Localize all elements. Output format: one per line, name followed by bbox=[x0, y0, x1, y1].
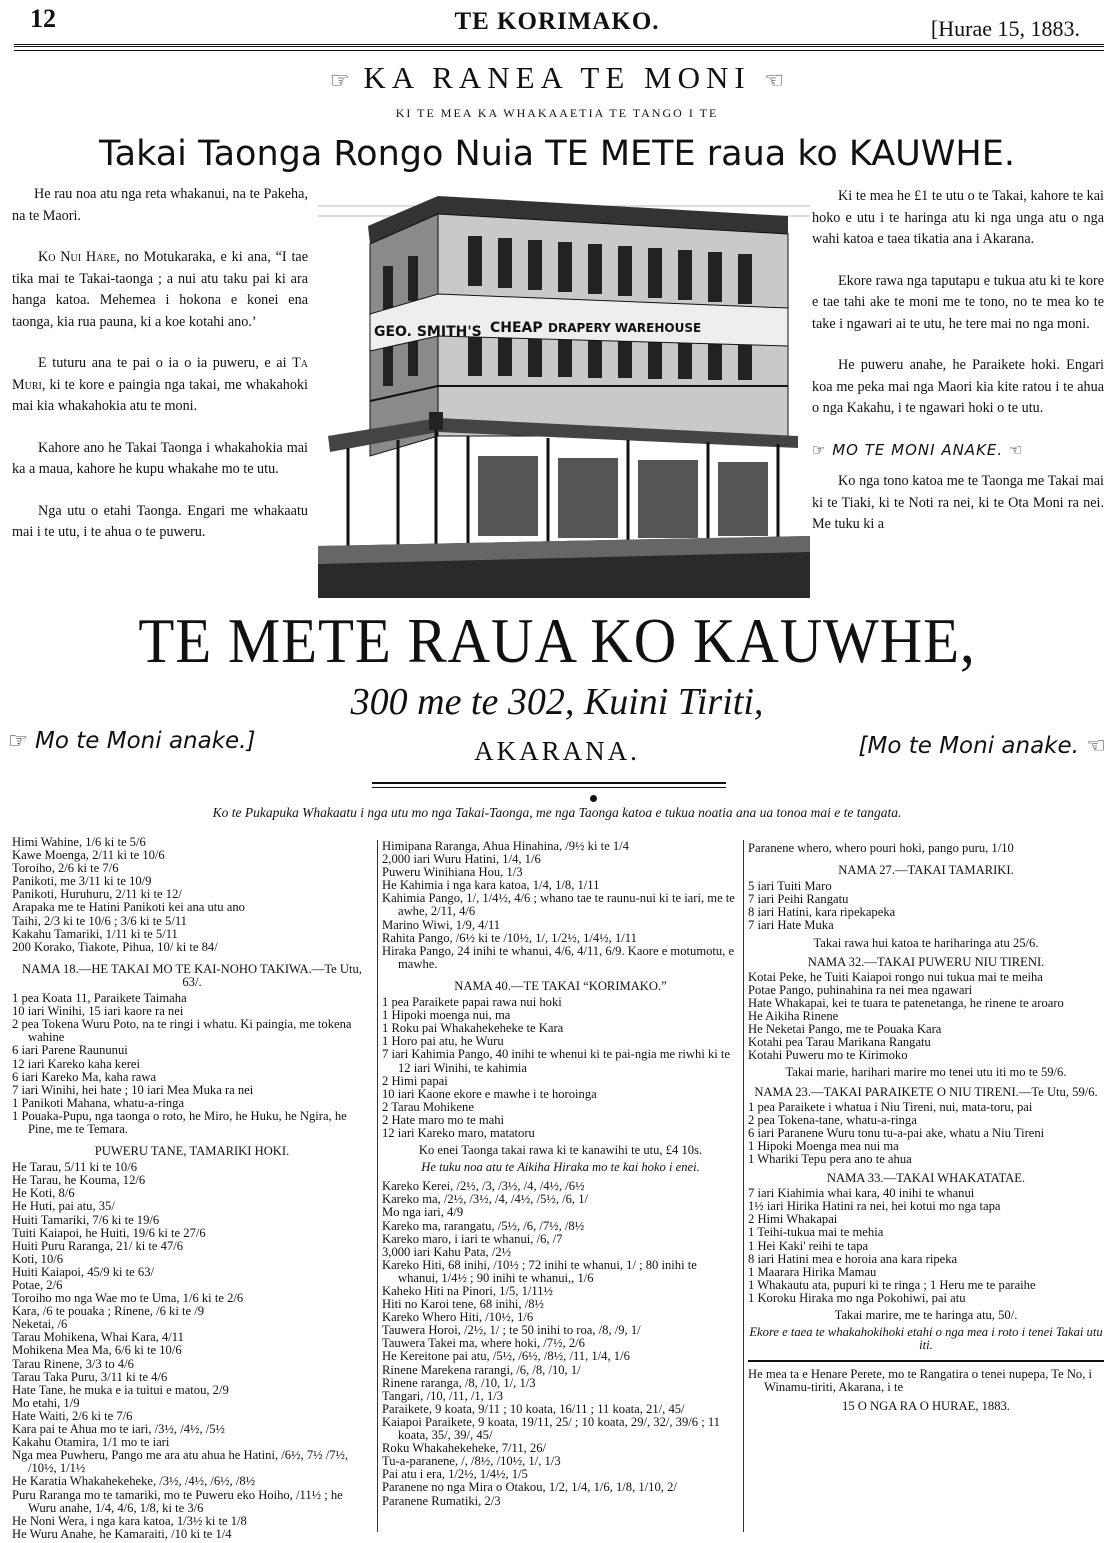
sign-geo-smiths: GEO. SMITH'S bbox=[374, 324, 482, 340]
pointing-hand-right-icon: ☞ bbox=[812, 440, 827, 459]
right-paragraph-2: Ekore rawa nga taputapu e tukua atu ki te kore e tae tahi ake te moni me te tono, no te mea ko te take i ngawari ai te utu, he tere mai no nga moni. bbox=[812, 272, 1104, 332]
cash-only-right bbox=[859, 733, 1106, 759]
sign-cheap: CHEAP bbox=[490, 320, 543, 336]
note-nama-32: Takai marie, harihari marire mo tenei utu iti mo te 59/6. bbox=[785, 1065, 1067, 1080]
list-item: Kahimia Pango, 1/, 1/4½, 4/6 ; whano tae te raunu-nui ki te iari, me te awhe, 2/11, 4/6 bbox=[382, 891, 735, 919]
list-item: Paranene whero, whero pouri hoki, pango puru, 1/10 bbox=[748, 841, 1014, 855]
list-item: Tangari, /10, /11, /1, 1/3 bbox=[382, 1388, 504, 1403]
price-list-column-1 bbox=[12, 836, 372, 1541]
list-item: Kareko maro, i iari te whanui, /6, /7 bbox=[382, 1231, 563, 1246]
list-item: He Kereitone pai atu, /5½, /6½, /8½, /11, 1/4, 1/6 bbox=[382, 1349, 630, 1364]
list-item: 3,000 iari Kahu Pata, /2½ bbox=[382, 1244, 512, 1259]
note-nama-33-b: Ekore e taea te whakahokihoki etahi o nga mea i roto i tenei Takai utu iti. bbox=[749, 1325, 1103, 1353]
store-address: 300 me te 302, Kuini Tiriti, bbox=[350, 681, 764, 723]
list-item: Roku Whakahekeheke, 7/11, 26/ bbox=[382, 1441, 547, 1456]
list-item: Kareko Hiti, 68 inihi, /10½ ; 72 inihi te whanui, 1/ ; 80 inihi te whanui, 1/4½ ; 90 inihi te whanui,, 1/6 bbox=[382, 1257, 697, 1285]
list-item: Hate Waiti, 2/6 ki te 7/6 bbox=[12, 1408, 133, 1423]
pointing-hand-left-icon: ☜ bbox=[1086, 734, 1106, 759]
list-item: He Tarau, he Kouma, 12/6 bbox=[12, 1173, 146, 1188]
list-item: 1 Pouaka-Pupu, nga taonga o roto, he Miro, he Huku, he Ngira, he Pine, me te Temara. bbox=[12, 1108, 347, 1136]
list-item: 1 Whariki Tepu pera ano te ahua bbox=[748, 1151, 912, 1166]
list-item: 1 Hipoki Moenga mea nui ma bbox=[748, 1138, 899, 1153]
list-item: Tarau Taka Puru, 3/11 ki te 4/6 bbox=[12, 1369, 168, 1384]
list-item: 1 Hei Kaki' reihi te tapa bbox=[748, 1238, 869, 1253]
list-item: Potae Pango, puhinahina ra nei mea ngawari bbox=[748, 982, 973, 997]
pointing-hand-left-icon: ☜ bbox=[764, 68, 785, 94]
list-item: Hiraka Pango, 24 inihi te whanui, 4/6, 4/11, 6/9. Kaore e motumotu, e mawhe. bbox=[382, 943, 735, 971]
list-item: Panikoti, me 3/11 ki te 10/9 bbox=[12, 874, 152, 889]
list-item: Marino Wiwi, 1/9, 4/11 bbox=[382, 917, 501, 932]
list-item: 1 pea Paraikete i whatua i Niu Tireni, nui, mata-toru, pai bbox=[748, 1099, 1033, 1114]
list-item: Puweru Winihiana Hou, 1/3 bbox=[382, 865, 523, 880]
list-item: Kotai Peke, he Tuiti Kaiapoi rongo nui tukua mai te meiha bbox=[748, 969, 1043, 984]
list-item: Paraikete, 9 koata, 9/11 ; 10 koata, 16/11 ; 11 koata, 21/, 45/ bbox=[382, 1401, 685, 1416]
price-list-column-3 bbox=[748, 842, 1104, 1418]
list-item: He Neketai Pango, me te Pouaka Kara bbox=[748, 1022, 942, 1037]
issue-date: [Hurae 15, 1883. bbox=[930, 16, 1080, 41]
list-item: 1 pea Koata 11, Paraikete Taimaha bbox=[12, 991, 187, 1006]
list-item: 5 iari Tuiti Maro bbox=[748, 879, 832, 894]
list-item: Tauwera Takei ma, where hoki, /7½, 2/6 bbox=[382, 1336, 585, 1351]
list-item: Koti, 10/6 bbox=[12, 1251, 64, 1266]
pointing-hand-right-icon: ☞ bbox=[329, 68, 350, 94]
right-paragraph-4: Ko nga tono katoa me te Taonga me Takai mai ki te Tiaki, ki te Noti ra nei, ki te Ota Moni ra nei. Me tuku ki a bbox=[812, 473, 1104, 532]
notice-cash-only bbox=[812, 440, 1104, 462]
newspaper-title: TE KORIMAKO. bbox=[454, 8, 660, 35]
cash-only-right-text: [Mo te Moni anake. bbox=[858, 733, 1079, 759]
list-item: Kakahu Tamariki, 1/11 ki te 5/11 bbox=[12, 926, 178, 941]
store-illustration bbox=[318, 186, 810, 598]
list-item: 8 iari Hatini mea e horoia ana kara ripeka bbox=[748, 1251, 958, 1266]
section-nama-33: NAMA 33.—TAKAI WHAKATATAE. bbox=[826, 1171, 1026, 1186]
list-item: Arapaka me te Hatini Panikoti kei ana utu ano bbox=[12, 900, 245, 915]
left-paragraph-3b: , ki te kore e paingia nga takai, me whakahoki mai kia whakahokia atu te moni. bbox=[12, 376, 308, 414]
list-item: He Tarau, 5/11 ki te 10/6 bbox=[12, 1160, 138, 1175]
list-item: Toroiho mo nga Wae mo te Uma, 1/6 ki te 2/6 bbox=[12, 1291, 244, 1306]
list-item: 2 Himi papai bbox=[382, 1073, 448, 1088]
list-item: 2 pea Tokena Wuru Poto, na te ringi i whatu. Ki paingia, me tokena wahine bbox=[12, 1017, 352, 1045]
list-item: Panikoti, Huruhuru, 2/11 ki te 12/ bbox=[12, 887, 182, 902]
left-paragraph-2 bbox=[12, 247, 308, 333]
divider-rule-thin bbox=[372, 787, 726, 788]
note-nama-33: Takai marire, me te haringa atu, 50/. bbox=[834, 1308, 1018, 1322]
list-item: He Wuru Anahe, he Kamaraiti, /10 ki te 1/4 bbox=[12, 1526, 232, 1541]
list-item: 2 Tarau Mohikene bbox=[382, 1099, 474, 1114]
list-item: 1 Maarara Hirika Mamau bbox=[748, 1264, 877, 1279]
list-item: Hiti no Karoi tene, 68 inihi, /8½ bbox=[382, 1297, 544, 1312]
list-item: Mo nga iari, 4/9 bbox=[382, 1205, 464, 1220]
list-item: Rahita Pango, /6½ ki te /10½, 1/, 1/2½, 1/4½, 1/11 bbox=[382, 930, 637, 945]
list-item: 1 Horo pai atu, he Wuru bbox=[382, 1034, 504, 1049]
list-item: He Huti, pai atu, 35/ bbox=[12, 1199, 115, 1214]
section-nama-40: NAMA 40.—TE TAKAI “KORIMAKO.” bbox=[454, 978, 667, 993]
left-paragraph-5: Nga utu o etahi Taonga. Engari me whakaatu mai i te utu, i te ahua o te puweru. bbox=[12, 502, 308, 540]
page-number: 12 bbox=[30, 4, 56, 33]
list-item: Kaheko Hiti na Pinori, 1/5, 1/11½ bbox=[382, 1284, 553, 1298]
list-item: 12 iari Kareko kaha kerei bbox=[12, 1056, 140, 1071]
list-item: Huiti Puru Raranga, 21/ ki te 47/6 bbox=[12, 1238, 184, 1253]
list-item: Kareko Kerei, /2½, /3, /3½, /4, /4½, /6½ bbox=[382, 1179, 585, 1194]
left-column bbox=[12, 184, 308, 564]
list-item: 1 Whakautu ata, pupuri ki te ringa ; 1 Heru me te paraihe bbox=[748, 1277, 1036, 1292]
list-item: 7 iari Kahimia Pango, 40 inihi te whenui ki te pai-ngia me riwhi ki te 12 iari Winihi, te kahimia bbox=[382, 1047, 731, 1075]
list-item: Tu-a-paranene, /, /8½, /10½, 1/, 1/3 bbox=[382, 1454, 561, 1469]
column-rule bbox=[377, 840, 378, 1532]
list-item: Tauwera Horoi, /2½, 1/ ; te 50 inihi to roa, /8, /9, 1/ bbox=[382, 1323, 641, 1338]
list-item: Tuiti Kaiapoi, he Huiti, 19/6 ki te 27/6 bbox=[12, 1225, 206, 1240]
list-item: 6 iari Kareko Ma, kaha rawa bbox=[12, 1069, 157, 1084]
list-item: 1 Panikoti Mahana, whatu-a-ringa bbox=[12, 1095, 185, 1110]
list-item: Kotahi pea Tarau Marikana Rangatu bbox=[748, 1035, 931, 1050]
list-item: Kotahi Puweru mo te Kirimoko bbox=[748, 1048, 908, 1063]
list-item: Paranene Rumatiki, 2/3 bbox=[382, 1493, 501, 1508]
pointing-hand-right-icon: ☞ bbox=[8, 729, 28, 754]
list-item: 2 Hate maro mo te mahi bbox=[382, 1112, 505, 1127]
list-item: 12 iari Kareko maro, matatoru bbox=[382, 1125, 535, 1140]
list-item: He Kahimia i nga kara katoa, 1/4, 1/8, 1/11 bbox=[382, 878, 600, 893]
left-paragraph-4: Kahore ano he Takai Taonga i whakahokia mai ka a maua, kahore he kupu whakahe mo te utu. bbox=[12, 439, 308, 477]
name-nui-hare: Ko Nui Hare bbox=[38, 249, 117, 265]
list-item: Puru Raranga mo te tamariki, mo te Puweru eko Hoiho, /11½ ; he Wuru anahe, 1/4, 4/6, 1/8, ki te 3/6 bbox=[12, 1487, 343, 1515]
right-paragraph-1: Ki te mea he £1 te utu o te Takai, kahore te kai hoko e utu i te haringa atu ki nga unga atu o nga wahi katoa e taea tikatia ana i Akarana. bbox=[812, 188, 1104, 247]
list-item: Kara pai te Ahua mo te iari, /3½, /4½, /5½ bbox=[12, 1422, 225, 1437]
list-item: 1 Roku pai Whakahekeheke te Kara bbox=[382, 1021, 564, 1036]
list-item: 7 iari Hate Muka bbox=[748, 918, 834, 933]
list-item: Mo etahi, 1/9 bbox=[12, 1395, 80, 1410]
store-name: TE METE RAUA KO KAUWHE, bbox=[138, 605, 976, 676]
list-item: Huiti Kaiapoi, 45/9 ki te 63/ bbox=[12, 1264, 155, 1279]
list-item: Potae, 2/6 bbox=[12, 1278, 63, 1292]
column-rule bbox=[743, 840, 744, 1532]
list-item: 7 iari Kiahimia whai kara, 40 inihi te whanui bbox=[748, 1186, 975, 1201]
divider-rule bbox=[372, 782, 726, 784]
list-item: Tarau Rinene, 3/3 to 4/6 bbox=[12, 1356, 134, 1371]
note-takai-price: Ko enei Taonga takai rawa ki te kanawihi te utu, £4 10s. bbox=[418, 1143, 703, 1158]
headline: Takai Taonga Rongo Nuia TE METE raua ko KAUWHE. bbox=[99, 134, 1015, 174]
list-item: Kaiapoi Paraikete, 9 koata, 19/11, 25/ ; 10 koata, 29/, 32/, 39/6 ; 11 koata, 35/, 39/, 45/ bbox=[382, 1414, 720, 1443]
list-item: Toroiho, 2/6 ki te 7/6 bbox=[12, 861, 119, 876]
note-aikiha-hiraka: He tuku noa atu te Aikiha Hiraka mo te kai hoko i enei. bbox=[421, 1160, 700, 1175]
note-nama-27: Takai rawa hui katoa te hariharinga atu 25/6. bbox=[813, 935, 1039, 950]
list-item: Hate Tane, he muka e ia tuitui e matou, 2/9 bbox=[12, 1382, 229, 1397]
name-ta-muri: Ta Muri bbox=[12, 355, 308, 393]
list-item: Taihi, 2/3 ki te 10/6 ; 3/6 ki te 5/11 bbox=[12, 913, 187, 928]
list-item: He Koti, 8/6 bbox=[12, 1186, 75, 1201]
section-nama-18: NAMA 18.—HE TAKAI MO TE KAI-NOHO TAKIWA.—Te Utu, 63/. bbox=[22, 961, 362, 989]
imprint-date: 15 O NGA RA O HURAE, 1883. bbox=[842, 1399, 1010, 1414]
banner bbox=[0, 60, 1114, 96]
list-item: Kareko ma, rarangatu, /5½, /6, /7½, /8½ bbox=[382, 1218, 585, 1233]
list-item: Rinene Marekena rarangi, /6, /8, /10, 1/ bbox=[382, 1362, 581, 1377]
left-paragraph-3a: E tuturu ana te pai o ia o ia puweru, e ai bbox=[38, 355, 293, 371]
subheading: KI TE MEA KA WHAKAAETIA TE TANGO I TE bbox=[395, 106, 719, 120]
list-item: Kareko ma, /2½, /3½, /4, /4½, /5½, /6, 1/ bbox=[382, 1192, 589, 1207]
list-item: 10 iari Kaone ekore e mawhe i te horoinga bbox=[382, 1086, 597, 1101]
right-paragraph-3: He puweru anahe, he Paraikete hoki. Engari koa me peka mai nga Maori kia kite ratou i te ahua o nga Kakahu, i te ngawari hoki o te utu. bbox=[812, 357, 1104, 416]
list-item: 6 iari Paranene Wuru tonu tu-a-pai ake, whatu a Niu Tireni bbox=[748, 1125, 1045, 1140]
price-list-column-2 bbox=[382, 840, 739, 1508]
list-item: Hate Whakapai, kei te tuara te patenetanga, he rinene te aroaro bbox=[748, 995, 1064, 1010]
list-item: Kawe Moenga, 2/11 ki te 10/6 bbox=[12, 848, 165, 863]
cash-only-left-text: Mo te Moni anake.] bbox=[35, 728, 256, 754]
list-item: 2,000 iari Wuru Hatini, 1/4, 1/6 bbox=[382, 852, 541, 867]
list-item: Himipana Raranga, Ahua Hinahina, /9½ ki te 1/4 bbox=[382, 839, 629, 853]
list-item: Neketai, /6 bbox=[12, 1317, 68, 1332]
list-item: Rinene raranga, /8, /10, 1/, 1/3 bbox=[382, 1375, 536, 1390]
list-item: He Noni Wera, i nga kara katoa, 1/3½ ki te 1/8 bbox=[12, 1513, 247, 1528]
list-item: Kareko Whero Hiti, /10½, 1/6 bbox=[382, 1310, 534, 1325]
list-item: Huiti Tamariki, 7/6 ki te 19/6 bbox=[12, 1212, 160, 1227]
section-nama-32: NAMA 32.—TAKAI PUWERU NIU TIRENI. bbox=[807, 954, 1045, 969]
list-item: Pai atu i era, 1/2½, 1/4½, 1/5 bbox=[382, 1467, 528, 1482]
header-rule bbox=[14, 44, 1104, 51]
list-item: 200 Korako, Tiakote, Pihua, 10/ ki te 84/ bbox=[12, 939, 218, 954]
pointing-hand-left-icon: ☜ bbox=[1008, 440, 1024, 459]
list-item: Nga mea Puwheru, Pango me ara atu ahua he Hatini, /6½, 7½ /7½, /10½, 1/1½ bbox=[12, 1448, 349, 1476]
section-nama-23: NAMA 23.—TAKAI PARAIKETE O NIU TIRENI.—Te Utu, 59/6. bbox=[754, 1084, 1098, 1099]
list-item: He Karatia Whakahekeheke, /3½, /4½, /6½, /8½ bbox=[12, 1474, 256, 1489]
left-paragraph-3 bbox=[12, 353, 308, 418]
right-column bbox=[812, 186, 1104, 556]
list-item: 2 Himi Whakapai bbox=[748, 1212, 838, 1227]
list-item: 1 Koroku Hiraka mo nga Pokohiwi, pai atu bbox=[748, 1290, 966, 1305]
list-item: 10 iari Winihi, 15 iari kaore ra nei bbox=[12, 1004, 184, 1019]
list-item: 7 iari Winihi, hei hate ; 10 iari Mea Muka ra nei bbox=[12, 1082, 254, 1097]
page-header bbox=[0, 4, 1114, 40]
list-item: Himi Wahine, 1/6 ki te 5/6 bbox=[12, 835, 146, 849]
list-item: He Aikiha Rinene bbox=[748, 1009, 839, 1024]
list-item: 1 Teihi-tukua mai te mehia bbox=[748, 1225, 884, 1240]
printer-imprint: He mea ta e Henare Perete, mo te Rangatira o tenei nupepa, Te No, i Winamu-tiriti, Akarana, i te bbox=[748, 1367, 1093, 1395]
list-item: 1 pea Paraikete papai rawa nui hoki bbox=[382, 995, 562, 1010]
section-puweru-tane: PUWERU TANE, TAMARIKI HOKI. bbox=[94, 1144, 290, 1159]
left-paragraph-1: He rau noa atu nga reta whakanui, na te Pakeha, na te Maori. bbox=[12, 186, 308, 224]
list-item: 1½ iari Hirika Hatini ra nei, hei kotui mo nga tapa bbox=[748, 1199, 1001, 1214]
footer-rule bbox=[748, 1360, 1104, 1362]
left-paragraph-2-text: , no Motukaraka, e ki ana, “I tae tika mai te Takai-taonga ; a nui atu taku pai ki ara hanga katoa. Mehemea i hokona e konei ena taonga, kia rua pauna, ki a koe kotahi ano.’ bbox=[12, 249, 308, 330]
city-name: AKARANA. bbox=[474, 736, 640, 766]
divider-dot bbox=[590, 795, 597, 802]
list-item: 8 iari Hatini, kara ripekapeka bbox=[748, 905, 896, 920]
list-item: Mohikena Mea Ma, 6/6 ki te 10/6 bbox=[12, 1343, 182, 1358]
list-item: Kara, /6 te pouaka ; Rinene, /6 ki te /9 bbox=[12, 1304, 204, 1319]
sign-drapery: DRAPERY WAREHOUSE bbox=[548, 321, 702, 335]
notice-text: MO TE MONI ANAKE. bbox=[832, 440, 1004, 459]
banner-text: KA RANEA TE MONI bbox=[363, 60, 751, 95]
list-item: Tarau Mohikena, Whai Kara, 4/11 bbox=[12, 1330, 184, 1345]
list-item: Paranene no nga Mira o Otakou, 1/2, 1/4, 1/6, 1/8, 1/10, 2/ bbox=[382, 1480, 677, 1495]
list-item: 1 Hipoki moenga nui, ma bbox=[382, 1008, 511, 1023]
section-nama-27: NAMA 27.—TAKAI TAMARIKI. bbox=[838, 863, 1014, 878]
catalogue-intro: Ko te Pukapuka Whakaatu i nga utu mo nga Takai-Taonga, me nga Taonga katoa e tukua noatia ana ua tonoa mai e te tangata. bbox=[212, 805, 902, 820]
list-item: Kakahu Otamira, 1/1 mo te iari bbox=[12, 1435, 170, 1450]
list-item: 7 iari Peihi Rangatu bbox=[748, 892, 849, 907]
list-item: 2 pea Tokena-tane, whatu-a-ringa bbox=[748, 1112, 917, 1127]
list-item: 6 iari Parene Raununui bbox=[12, 1043, 128, 1058]
